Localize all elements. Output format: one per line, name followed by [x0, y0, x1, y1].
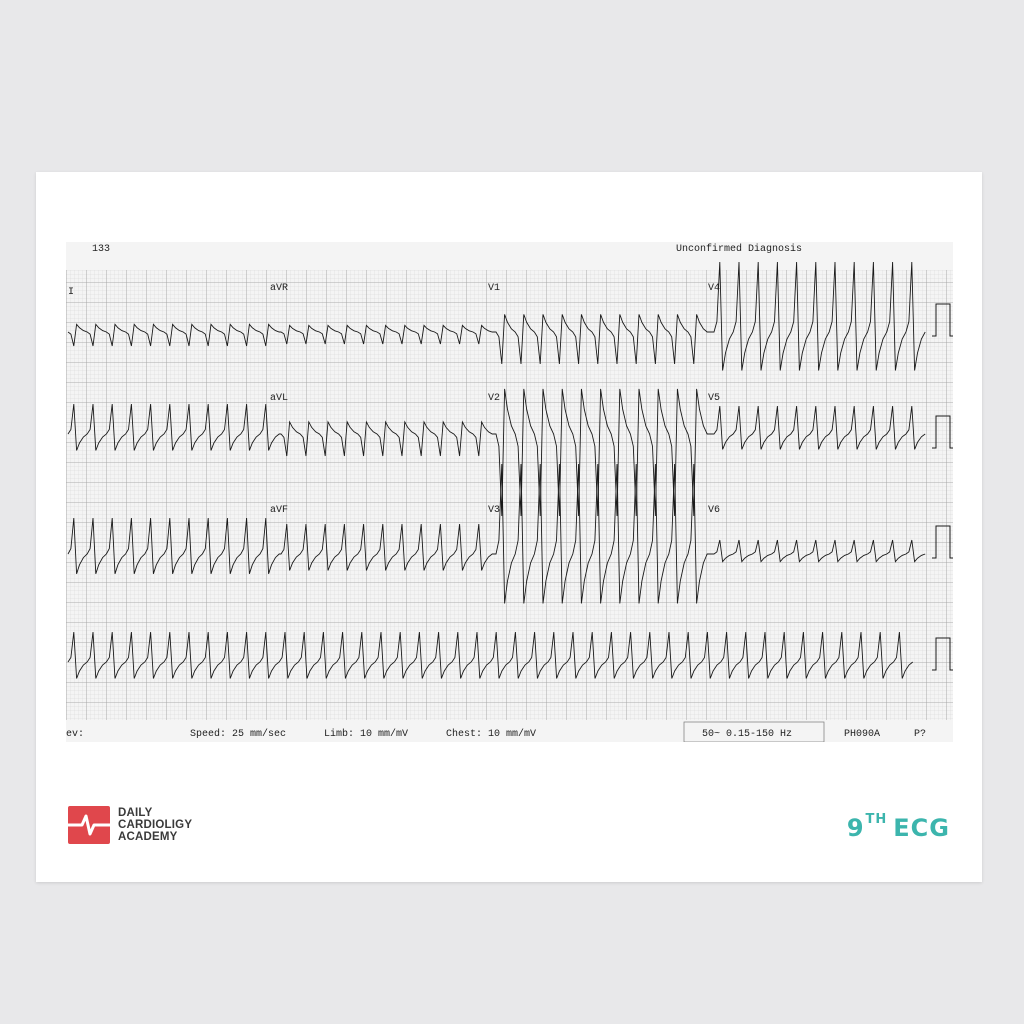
- lead-label-avl: aVL: [270, 393, 289, 404]
- footer-dev: ev:: [66, 729, 85, 740]
- brand-line-3: ACADEMY: [118, 831, 178, 843]
- record-number: 133: [92, 244, 111, 255]
- brand-line-2: CARDIOLIGY: [118, 819, 193, 831]
- brand-name: [118, 807, 192, 843]
- lead-label-avr: aVR: [270, 283, 289, 294]
- footer-code: PH090A: [844, 729, 881, 740]
- ecg-badge-suffix: TH: [865, 812, 888, 827]
- footer-chest: Chest: 10 mm/mV: [446, 729, 537, 740]
- diagnosis-status: Unconfirmed Diagnosis: [676, 244, 803, 255]
- ecg-badge: [847, 814, 950, 842]
- lead-label-v5: V5: [708, 393, 721, 404]
- lead-label-v4: V4: [708, 283, 721, 294]
- ecg-badge-word: ECG: [893, 814, 950, 842]
- footer-filter: 50~ 0.15-150 Hz: [702, 729, 793, 740]
- ecg-strip: [66, 242, 953, 742]
- brand-block: [68, 806, 192, 844]
- lead-label-v6: V6: [708, 505, 721, 516]
- heartbeat-logo-icon: [68, 806, 110, 844]
- ecg-card: [36, 172, 982, 882]
- lead-label-v2: V2: [488, 393, 501, 404]
- lead-label-i: I: [68, 287, 75, 298]
- ecg-tracing: [66, 242, 953, 742]
- ecg-badge-number: 9: [846, 814, 865, 842]
- brand-line-1: DAILY: [118, 807, 153, 819]
- footer-limb: Limb: 10 mm/mV: [324, 729, 409, 740]
- lead-label-v3: V3: [488, 505, 501, 516]
- lead-label-v1: V1: [488, 283, 501, 294]
- lead-label-avf: aVF: [270, 505, 289, 516]
- footer-flag: P?: [914, 729, 927, 740]
- footer-speed: Speed: 25 mm/sec: [190, 729, 287, 740]
